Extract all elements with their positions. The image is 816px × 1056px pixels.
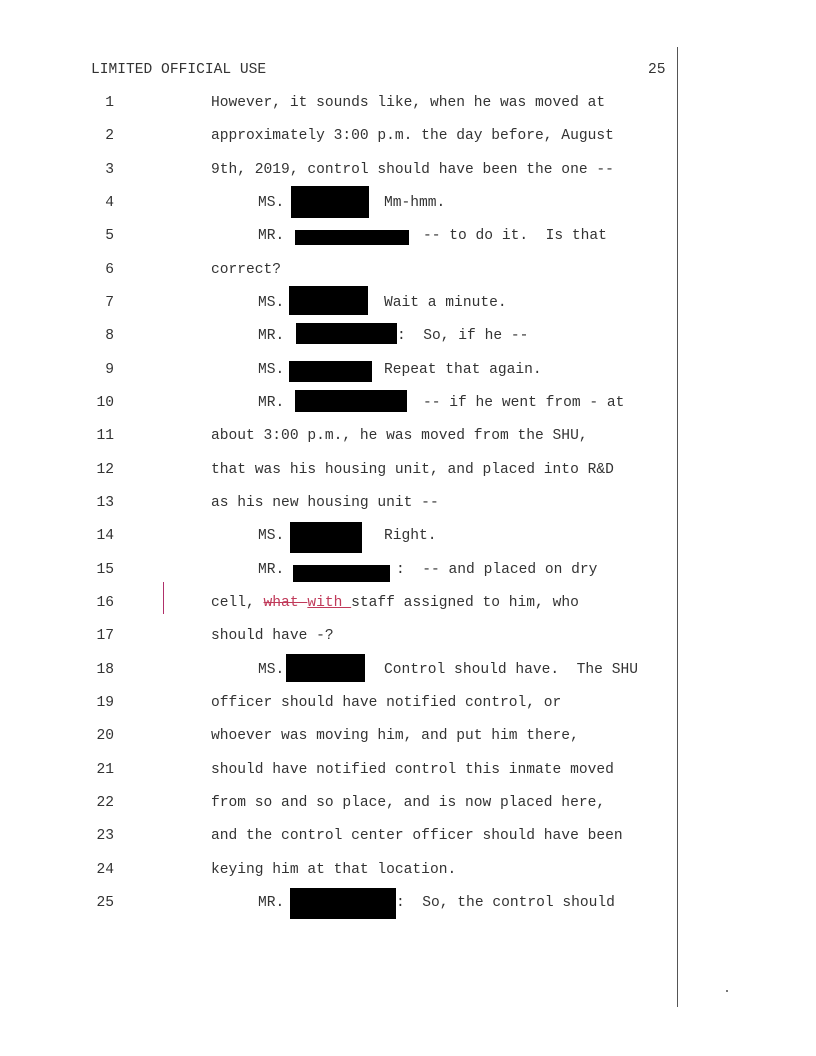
line-number: 7 bbox=[105, 295, 114, 311]
transcript-line: that was his housing unit, and placed into R&D bbox=[211, 462, 614, 478]
line-number: 16 bbox=[96, 595, 114, 611]
line-number: 11 bbox=[96, 428, 114, 444]
line-number: 20 bbox=[96, 728, 114, 744]
line-number: 24 bbox=[96, 862, 114, 878]
speaker-prefix: MR. bbox=[258, 395, 285, 411]
transcript-line-with-revision bbox=[211, 593, 579, 613]
transcript-line: approximately 3:00 p.m. the day before, August bbox=[211, 128, 614, 144]
redaction-box bbox=[296, 323, 397, 344]
header-classification: LIMITED OFFICIAL USE bbox=[91, 62, 267, 78]
transcript-line: correct? bbox=[211, 262, 282, 278]
line-number: 5 bbox=[105, 228, 114, 244]
line-number: 3 bbox=[105, 162, 114, 178]
transcript-line: Repeat that again. bbox=[384, 362, 542, 378]
transcript-line: However, it sounds like, when he was moved at bbox=[211, 95, 606, 111]
line-number: 18 bbox=[96, 662, 114, 678]
transcript-line: and the control center officer should have been bbox=[211, 828, 623, 844]
line-number: 1 bbox=[105, 95, 114, 111]
right-margin-rule bbox=[677, 47, 678, 1007]
speaker-prefix: MS. bbox=[258, 195, 285, 211]
line-number: 13 bbox=[96, 495, 114, 511]
speaker-prefix: MS. bbox=[258, 528, 285, 544]
transcript-line: about 3:00 p.m., he was moved from the SHU, bbox=[211, 428, 588, 444]
redaction-box bbox=[290, 888, 396, 919]
transcript-line: : So, the control should bbox=[396, 895, 615, 911]
transcript-line: should have -? bbox=[211, 628, 334, 644]
speaker-prefix: MR. bbox=[258, 328, 285, 344]
line-text: cell, bbox=[211, 595, 264, 611]
line-number: 9 bbox=[105, 362, 114, 378]
line-number: 8 bbox=[105, 328, 114, 344]
redaction-box bbox=[295, 390, 407, 412]
stray-mark bbox=[726, 990, 728, 992]
transcript-line: Right. bbox=[384, 528, 437, 544]
line-number: 4 bbox=[105, 195, 114, 211]
transcript-line: : -- and placed on dry bbox=[396, 562, 598, 578]
line-number: 6 bbox=[105, 262, 114, 278]
line-number: 15 bbox=[96, 562, 114, 578]
line-number: 22 bbox=[96, 795, 114, 811]
transcript-line: Mm-hmm. bbox=[384, 195, 446, 211]
transcript-line: keying him at that location. bbox=[211, 862, 457, 878]
redaction-box bbox=[293, 565, 390, 582]
transcript-line: officer should have notified control, or bbox=[211, 695, 562, 711]
redaction-box bbox=[295, 230, 409, 245]
inserted-text: with bbox=[307, 595, 352, 611]
transcript-line: Wait a minute. bbox=[384, 295, 507, 311]
transcript-line: 9th, 2019, control should have been the one -- bbox=[211, 162, 614, 178]
revision-change-bar bbox=[163, 582, 164, 614]
transcript-line: Control should have. The SHU bbox=[384, 662, 638, 678]
transcript-line: -- to do it. Is that bbox=[423, 228, 607, 244]
line-number: 12 bbox=[96, 462, 114, 478]
line-text: staff assigned to him, who bbox=[351, 595, 579, 611]
speaker-prefix: MR. bbox=[258, 228, 285, 244]
deleted-text: what bbox=[263, 595, 308, 611]
redaction-box bbox=[286, 654, 365, 682]
transcript-line: should have notified control this inmate moved bbox=[211, 762, 614, 778]
line-number: 2 bbox=[105, 128, 114, 144]
speaker-prefix: MR. bbox=[258, 895, 285, 911]
redaction-box bbox=[291, 186, 369, 218]
line-number: 14 bbox=[96, 528, 114, 544]
line-number: 23 bbox=[96, 828, 114, 844]
line-number: 19 bbox=[96, 695, 114, 711]
transcript-line: as his new housing unit -- bbox=[211, 495, 439, 511]
line-number: 17 bbox=[96, 628, 114, 644]
transcript-line: whoever was moving him, and put him there, bbox=[211, 728, 579, 744]
transcript-line: from so and so place, and is now placed here, bbox=[211, 795, 606, 811]
page-number: 25 bbox=[648, 62, 666, 78]
transcript-line: -- if he went from - at bbox=[423, 395, 625, 411]
speaker-prefix: MR. bbox=[258, 562, 285, 578]
line-number: 25 bbox=[96, 895, 114, 911]
speaker-prefix: MS. bbox=[258, 362, 285, 378]
speaker-prefix: MS. bbox=[258, 295, 285, 311]
redaction-box bbox=[289, 361, 372, 382]
transcript-line: : So, if he -- bbox=[397, 328, 529, 344]
speaker-prefix: MS. bbox=[258, 662, 285, 678]
line-number: 21 bbox=[96, 762, 114, 778]
redaction-box bbox=[289, 286, 368, 315]
redaction-box bbox=[290, 522, 362, 553]
line-number: 10 bbox=[96, 395, 114, 411]
